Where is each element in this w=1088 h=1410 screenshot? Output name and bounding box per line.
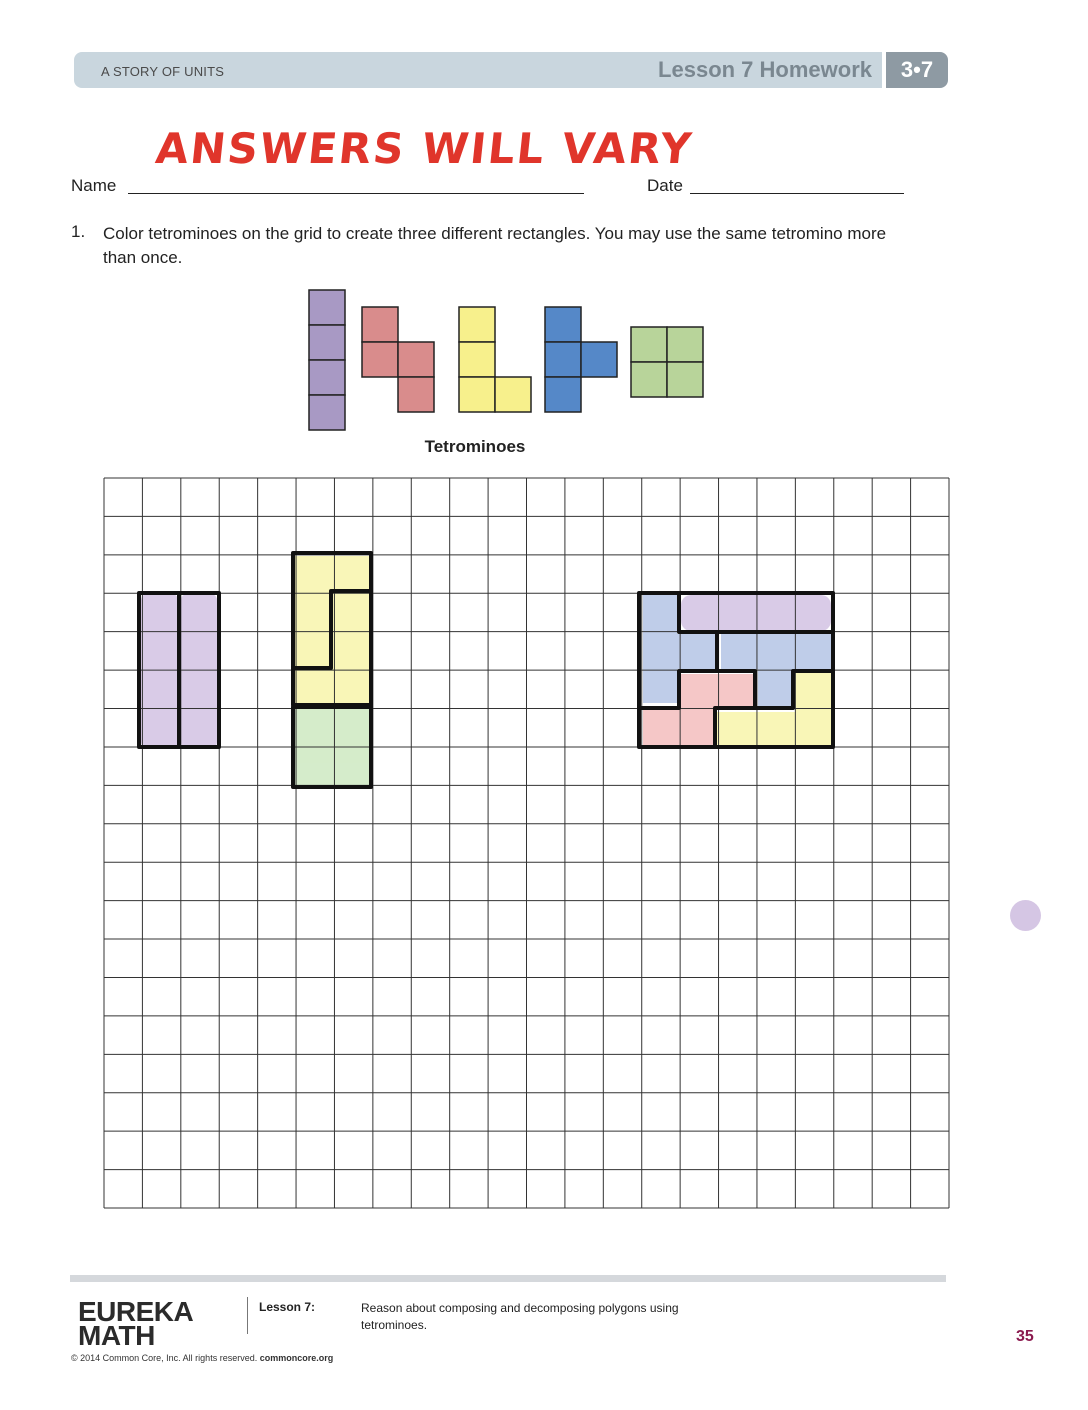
- brand-logo-math: MATH: [78, 1320, 155, 1351]
- fill-i-left: [141, 594, 178, 748]
- name-field-line[interactable]: [128, 193, 584, 194]
- tetrominoes-caption: Tetrominoes: [424, 437, 526, 456]
- name-label: Name: [71, 176, 117, 195]
- footer-lesson-description: Reason about composing and decomposing polygons using tetrominoes.: [361, 1301, 679, 1332]
- fill-i-horizontal: [681, 595, 831, 631]
- lesson-title: Lesson 7 Homework: [658, 57, 872, 82]
- l-tetromino: [459, 307, 531, 412]
- copyright-notice: [71, 1353, 333, 1363]
- footer-lesson-label: Lesson 7:: [259, 1300, 316, 1314]
- tetromino-pieces: [300, 285, 720, 435]
- answer-grid[interactable]: [103, 477, 951, 1210]
- copyright-site: commoncore.org: [259, 1353, 334, 1363]
- copyright-text: © 2014 Common Core, Inc. All rights reserved.: [71, 1353, 258, 1363]
- i-tetromino: [309, 290, 345, 430]
- footer-divider: [247, 1297, 248, 1334]
- problem-number: 1.: [71, 222, 86, 241]
- grade-module-badge: 3•7: [886, 52, 948, 88]
- fill-i-right: [181, 594, 217, 748]
- footer-rule: [70, 1275, 946, 1282]
- date-field-line[interactable]: [690, 193, 904, 194]
- page-number: 35: [1016, 1328, 1034, 1345]
- problem-text: Color tetrominoes on the grid to create three different rectangles. You may use the same tetromino more than once.: [103, 224, 887, 267]
- brand-logo-eureka: EUREKA: [78, 1296, 194, 1327]
- o-tetromino: [631, 327, 703, 397]
- decorative-dot: [1010, 900, 1041, 931]
- answers-will-vary-note: ANSWERS WILL VARY: [153, 124, 696, 173]
- s-tetromino: [362, 307, 434, 412]
- grid-lines: [104, 478, 949, 1208]
- t-tetromino: [545, 307, 617, 412]
- series-label: A STORY OF UNITS: [101, 64, 225, 79]
- date-label: Date: [647, 176, 683, 195]
